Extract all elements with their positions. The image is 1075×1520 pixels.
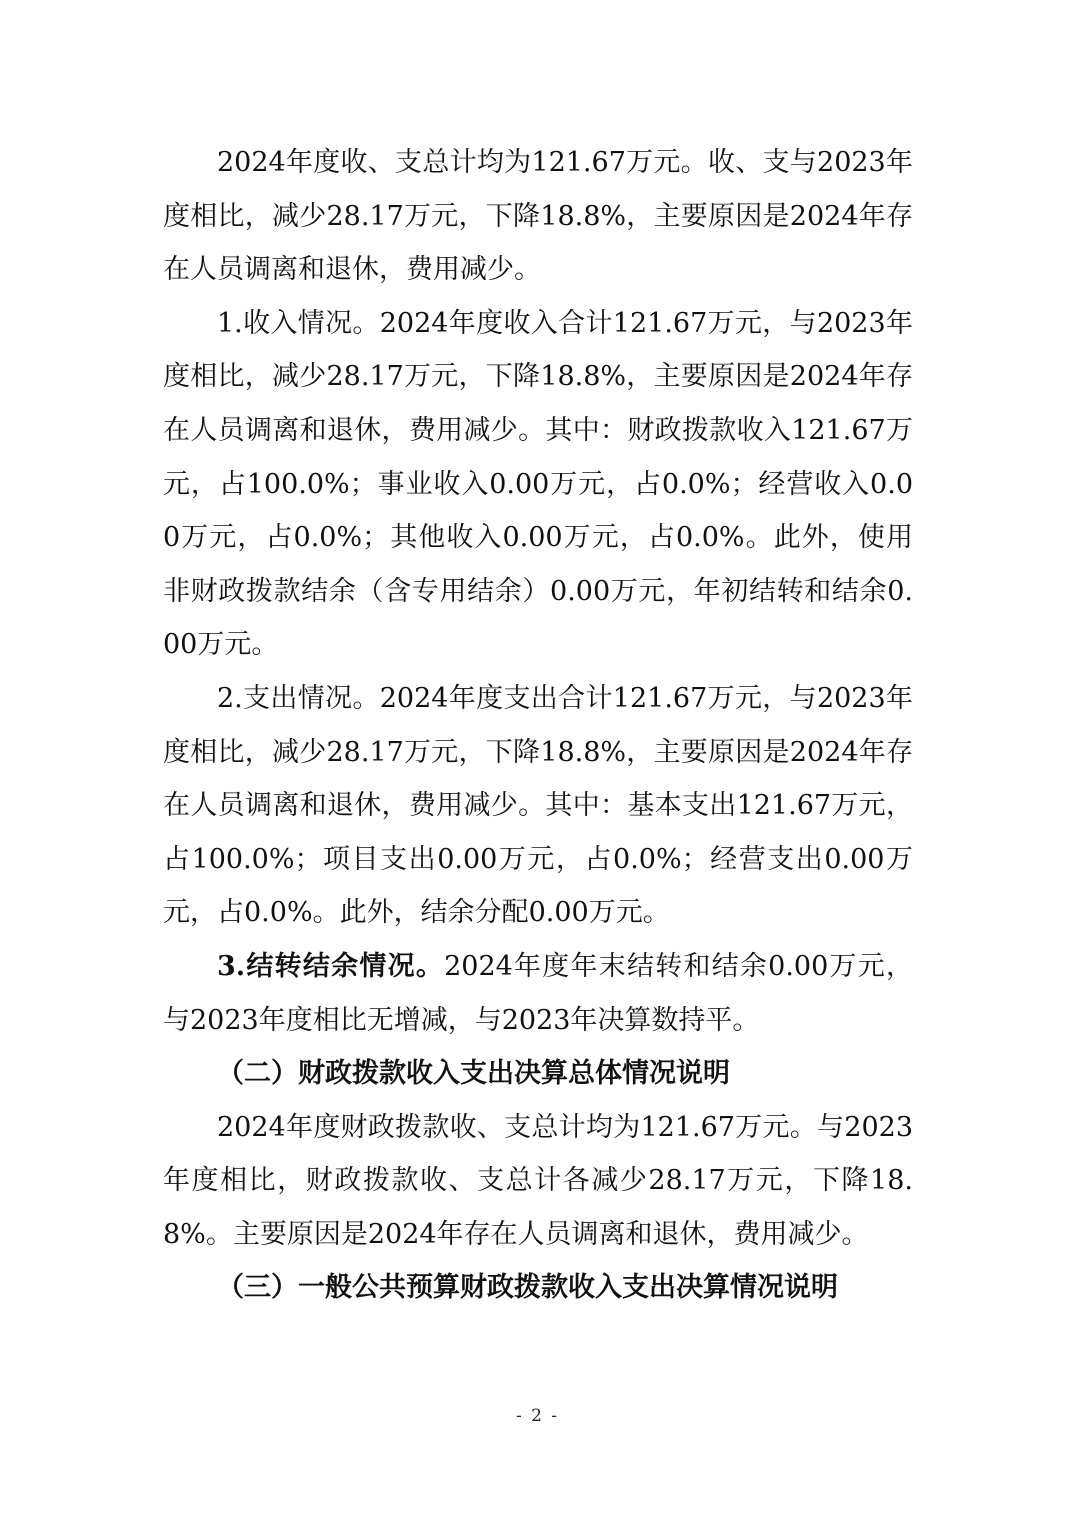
paragraph-expenditure: 2.支出情况。2024年度支出合计121.67万元，与2023年度相比，减少28.17万元，下降18.8%，主要原因是2024年存在人员调离和退休，费用减少。其中：基本支出121.67万元，占100.0%；项目支出0.00万元，占0.0%；经营支出0.00万元，占0.0%。此外，结余分配0.00万元。 [163, 682, 913, 929]
document-body [163, 136, 913, 1315]
paragraph-carryover [163, 940, 913, 1047]
paragraph-income: 1.收入情况。2024年度收入合计121.67万元，与2023年度相比，减少28.17万元，下降18.8%，主要原因是2024年存在人员调离和退休，费用减少。其中：财政拨款收入121.67万元，占100.0%；事业收入0.00万元，占0.0%；经营收入0.00万元，占0.0%；其他收入0.00万元，占0.0%。此外，使用非财政拨款结余（含专用结余）0.00万元，年初结转和结余0.00万元。 [163, 307, 913, 661]
section-2-heading: （二）财政拨款收入支出决算总体情况说明 [217, 1058, 730, 1090]
paragraph-carryover-lead: 3.结转结余情况。 [217, 950, 445, 982]
section-2-paragraph: 2024年度财政拨款收、支总计均为121.67万元。与2023年度相比，财政拨款收、支总计各减少28.17万元，下降18.8%。主要原因是2024年存在人员调离和退休，费用减少。 [163, 1111, 913, 1250]
paragraph-carryover-text: 2024年度年末结转和结余0.00万元，与2023年度相比无增减，与2023年决算数持平。 [163, 950, 913, 1036]
page-number: - 2 - [515, 1406, 560, 1426]
section-3-heading: （三）一般公共预算财政拨款收入支出决算情况说明 [217, 1272, 838, 1304]
paragraph-total-summary: 2024年度收、支总计均为121.67万元。收、支与2023年度相比，减少28.17万元，下降18.8%，主要原因是2024年存在人员调离和退休，费用减少。 [163, 147, 913, 286]
